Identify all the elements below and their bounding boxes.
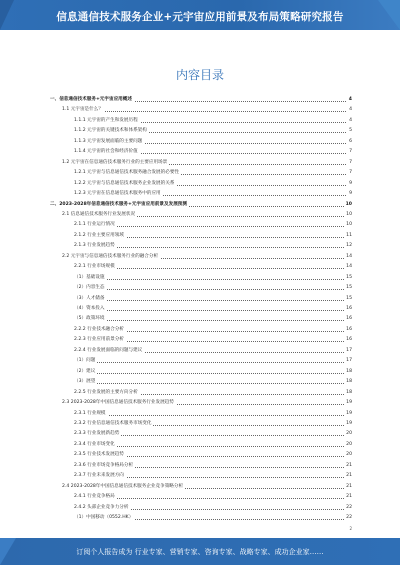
toc-entry-page: 4 bbox=[349, 107, 352, 113]
toc-entry-title: 2.3.2 行业信息通信技术服务市场变化 bbox=[74, 420, 152, 426]
toc-entry-title: 2.3.5 行业技术发展趋势 bbox=[74, 452, 124, 458]
toc-entry-page: 14 bbox=[346, 253, 352, 259]
toc-entry[interactable] bbox=[0, 263, 400, 271]
toc-entry-page: 20 bbox=[346, 452, 352, 458]
toc-entry-page: 19 bbox=[346, 420, 352, 426]
toc-entry-title: 1.2.1 元宇宙与信息通信技术服务融合发展的必要性 bbox=[74, 170, 180, 176]
toc-entry-page: 21 bbox=[346, 494, 352, 500]
toc-entry-page: 17 bbox=[346, 358, 352, 364]
toc-entry-title: （2）内容生态 bbox=[74, 285, 105, 291]
toc-entry-title: 1.2.2 元宇宙与信息通信技术服务企业发展的关系 bbox=[74, 180, 175, 186]
toc-entry-page: 16 bbox=[346, 316, 352, 322]
toc-entry-title: 1.2.3 元宇宙在信息通信技术服务中的应用 bbox=[74, 191, 161, 197]
toc-leader-dots bbox=[74, 300, 350, 301]
toc-entry-title: 1.2 元宇宙在信息通信技术服务行业的主要应用场景 bbox=[62, 159, 168, 165]
footer-slogan: 订阅个人报告成为 行业专家、营销专家、咨询专家、战略专家、成功企业家…… bbox=[76, 548, 324, 556]
toc-entry[interactable] bbox=[0, 106, 400, 114]
toc-entry-title: 2.3.4 行业市场变化 bbox=[74, 441, 115, 447]
toc-entry[interactable] bbox=[0, 420, 400, 428]
report-title: 信息通信技术服务企业+元宇宙应用前景及布局策略研究报告 bbox=[56, 11, 344, 23]
toc-entry-page: 15 bbox=[346, 285, 352, 291]
table-of-contents bbox=[0, 96, 400, 528]
toc-entry-page: 16 bbox=[346, 326, 352, 332]
toc-heading: 内容目录 bbox=[175, 68, 224, 82]
toc-entry-title: 2.1.2 行业主要应用领域 bbox=[74, 232, 124, 238]
toc-leader-dots bbox=[74, 415, 350, 416]
toc-entry[interactable] bbox=[0, 326, 400, 334]
toc-entry-page: 21 bbox=[346, 483, 352, 489]
toc-entry-page: 7 bbox=[349, 149, 352, 155]
toc-entry-title: 二、2023-2028年信息通信技术服务+元宇宙应用前景及发展预测 bbox=[50, 201, 187, 207]
toc-entry[interactable] bbox=[0, 357, 400, 365]
toc-entry-title: 2.2.3 行业应用前景分析 bbox=[74, 337, 124, 343]
toc-entry[interactable] bbox=[0, 483, 400, 491]
toc-entry[interactable] bbox=[0, 368, 400, 376]
footer-banner bbox=[0, 538, 400, 565]
toc-entry[interactable] bbox=[0, 253, 400, 261]
toc-entry-page: 10 bbox=[346, 222, 352, 228]
toc-entry[interactable] bbox=[0, 410, 400, 418]
toc-entry-title: （3）人才储备 bbox=[74, 295, 105, 301]
toc-entry-title: 2.1 信息通信技术服务行业发展状况 bbox=[62, 211, 136, 217]
toc-entry[interactable] bbox=[0, 336, 400, 344]
toc-entry[interactable] bbox=[0, 451, 400, 459]
toc-entry-page: 11 bbox=[346, 232, 352, 238]
toc-entry-title: 1.1.4 元宇宙的社会和经济价值 bbox=[74, 149, 138, 155]
toc-entry-page: 14 bbox=[346, 264, 352, 270]
toc-leader-dots bbox=[74, 362, 350, 363]
toc-entry-page: 9 bbox=[349, 191, 352, 197]
toc-entry-title: 2.2.1 行业市场规模 bbox=[74, 264, 115, 270]
toc-entry-title: 2.2.2 行业技术融合分析 bbox=[74, 326, 124, 332]
toc-entry-page: 15 bbox=[346, 295, 352, 301]
toc-entry-page: 7 bbox=[349, 170, 352, 176]
toc-leader-dots bbox=[74, 320, 350, 321]
toc-entry-title: 2.1.1 行业运行情况 bbox=[74, 222, 115, 228]
toc-entry[interactable] bbox=[0, 180, 400, 188]
toc-entry[interactable] bbox=[0, 347, 400, 355]
toc-entry-page: 21 bbox=[346, 462, 352, 468]
toc-entry[interactable] bbox=[0, 127, 400, 135]
toc-entry[interactable] bbox=[0, 430, 400, 438]
toc-entry-page: 12 bbox=[346, 243, 352, 249]
toc-leader-dots bbox=[74, 310, 350, 311]
toc-entry-title: 2.2.5 行业发展的主要方向分析 bbox=[74, 389, 138, 395]
toc-entry[interactable] bbox=[0, 211, 400, 219]
toc-entry-page: 9 bbox=[349, 180, 352, 186]
toc-entry-title: 2.2 元宇宙与信息通信技术服务行业的融合分析 bbox=[62, 253, 159, 259]
toc-entry-page: 21 bbox=[346, 473, 352, 479]
toc-entry[interactable] bbox=[0, 190, 400, 198]
toc-entry-page: 18 bbox=[346, 368, 352, 374]
toc-leader-dots bbox=[74, 289, 350, 290]
toc-entry-page: 15 bbox=[346, 274, 352, 280]
toc-entry[interactable] bbox=[0, 284, 400, 292]
toc-entry-title: 1.1.2 元宇宙的关键技术和体系架构 bbox=[74, 128, 147, 134]
toc-entry[interactable] bbox=[0, 378, 400, 386]
toc-entry[interactable] bbox=[0, 295, 400, 303]
toc-entry[interactable] bbox=[0, 315, 400, 323]
toc-entry[interactable] bbox=[0, 201, 400, 209]
toc-entry-title: （1）问题 bbox=[74, 358, 96, 364]
toc-entry-title: 2.1.3 行业发展趋势 bbox=[74, 243, 115, 249]
toc-entry-page: 4 bbox=[348, 97, 352, 102]
toc-entry[interactable] bbox=[0, 96, 400, 104]
toc-entry-page: 18 bbox=[346, 389, 352, 395]
toc-entry-page: 16 bbox=[346, 306, 352, 311]
toc-entry-title: 2.3.6 行业市场竞争格局分析 bbox=[74, 462, 134, 468]
toc-leader-dots bbox=[62, 111, 350, 112]
toc-leader-dots bbox=[74, 383, 350, 384]
toc-entry-title: 2.4.1 行业竞争格局 bbox=[74, 494, 115, 500]
toc-entry[interactable] bbox=[0, 242, 400, 250]
toc-entry-title: （5）政策环境 bbox=[74, 316, 105, 322]
header-accent-right bbox=[378, 0, 400, 30]
toc-entry[interactable] bbox=[0, 389, 400, 397]
toc-entry-title: 2.3.3 行业发展新趋势 bbox=[74, 431, 120, 437]
report-header-banner bbox=[0, 0, 400, 30]
toc-entry-title: 1.1.1 元宇宙的产生和发展历程 bbox=[74, 117, 138, 123]
toc-entry[interactable] bbox=[0, 493, 400, 501]
toc-entry-page: 4 bbox=[349, 117, 352, 123]
toc-entry-title: 2.4 2023-2028年中国信息通信技术服务企业竞争策略分析 bbox=[62, 483, 184, 489]
toc-entry-page: 16 bbox=[346, 337, 352, 343]
toc-entry-title: （1）中国移动（0552.HK） bbox=[74, 515, 134, 520]
toc-entry-page: 22 bbox=[346, 504, 352, 510]
toc-entry-page: 6 bbox=[349, 138, 352, 144]
toc-entry[interactable] bbox=[0, 232, 400, 240]
toc-entry[interactable] bbox=[0, 472, 400, 480]
toc-entry-title: 1.1.3 元宇宙发展面临的主要问题 bbox=[74, 138, 143, 144]
toc-entry-page: 5 bbox=[349, 128, 352, 134]
toc-entry[interactable] bbox=[0, 138, 400, 146]
toc-entry[interactable] bbox=[0, 221, 400, 229]
toc-entry[interactable] bbox=[0, 159, 400, 167]
toc-entry-title: （2）建议 bbox=[74, 368, 96, 374]
toc-entry[interactable] bbox=[0, 504, 400, 512]
toc-entry-page: 20 bbox=[346, 431, 352, 437]
toc-entry[interactable] bbox=[0, 399, 400, 407]
toc-entry[interactable] bbox=[0, 441, 400, 449]
toc-entry-title: 一、信息通信技术服务+元宇宙应用概述 bbox=[50, 97, 132, 102]
toc-entry-page: 7 bbox=[349, 159, 352, 165]
toc-entry[interactable] bbox=[0, 274, 400, 282]
toc-entry[interactable] bbox=[0, 462, 400, 470]
toc-entry-title: 2.4.2 头部企业竞争力分析 bbox=[74, 504, 129, 510]
toc-entry-page: 20 bbox=[346, 441, 352, 447]
toc-entry-title: 2.3 2023-2028年中国信息通信技术服务行业发展趋势 bbox=[62, 400, 174, 406]
toc-entry-page: 18 bbox=[346, 379, 352, 385]
toc-entry[interactable] bbox=[0, 148, 400, 156]
toc-entry-page: 19 bbox=[346, 410, 352, 416]
toc-entry-title: 2.2.4 行业发展面临的问题与建议 bbox=[74, 347, 143, 353]
toc-leader-dots bbox=[74, 279, 350, 280]
toc-entry[interactable] bbox=[0, 305, 400, 313]
toc-entry-title: （3）展望 bbox=[74, 379, 96, 385]
toc-entry-title: 1.1 元宇宙是什么？ bbox=[62, 107, 103, 113]
toc-entry-page: 10 bbox=[346, 211, 352, 217]
toc-entry-page: 17 bbox=[346, 347, 352, 353]
toc-entry-title: （1）基础设施 bbox=[74, 274, 105, 280]
toc-entry-page: 22 bbox=[346, 515, 352, 520]
toc-entry[interactable] bbox=[0, 169, 400, 177]
toc-entry[interactable] bbox=[0, 117, 400, 125]
toc-entry-title: 2.3.1 行业规模 bbox=[74, 410, 106, 416]
toc-leader-dots bbox=[74, 373, 350, 374]
toc-entry-page: 19 bbox=[346, 400, 352, 406]
toc-entry-title: 2.3.7 行业未来发展方向 bbox=[74, 473, 124, 479]
toc-entry-page: 10 bbox=[345, 201, 352, 207]
toc-entry-title: （4）资本投入 bbox=[74, 306, 105, 311]
page-number: 2 bbox=[349, 526, 352, 531]
toc-entry[interactable] bbox=[0, 514, 400, 522]
